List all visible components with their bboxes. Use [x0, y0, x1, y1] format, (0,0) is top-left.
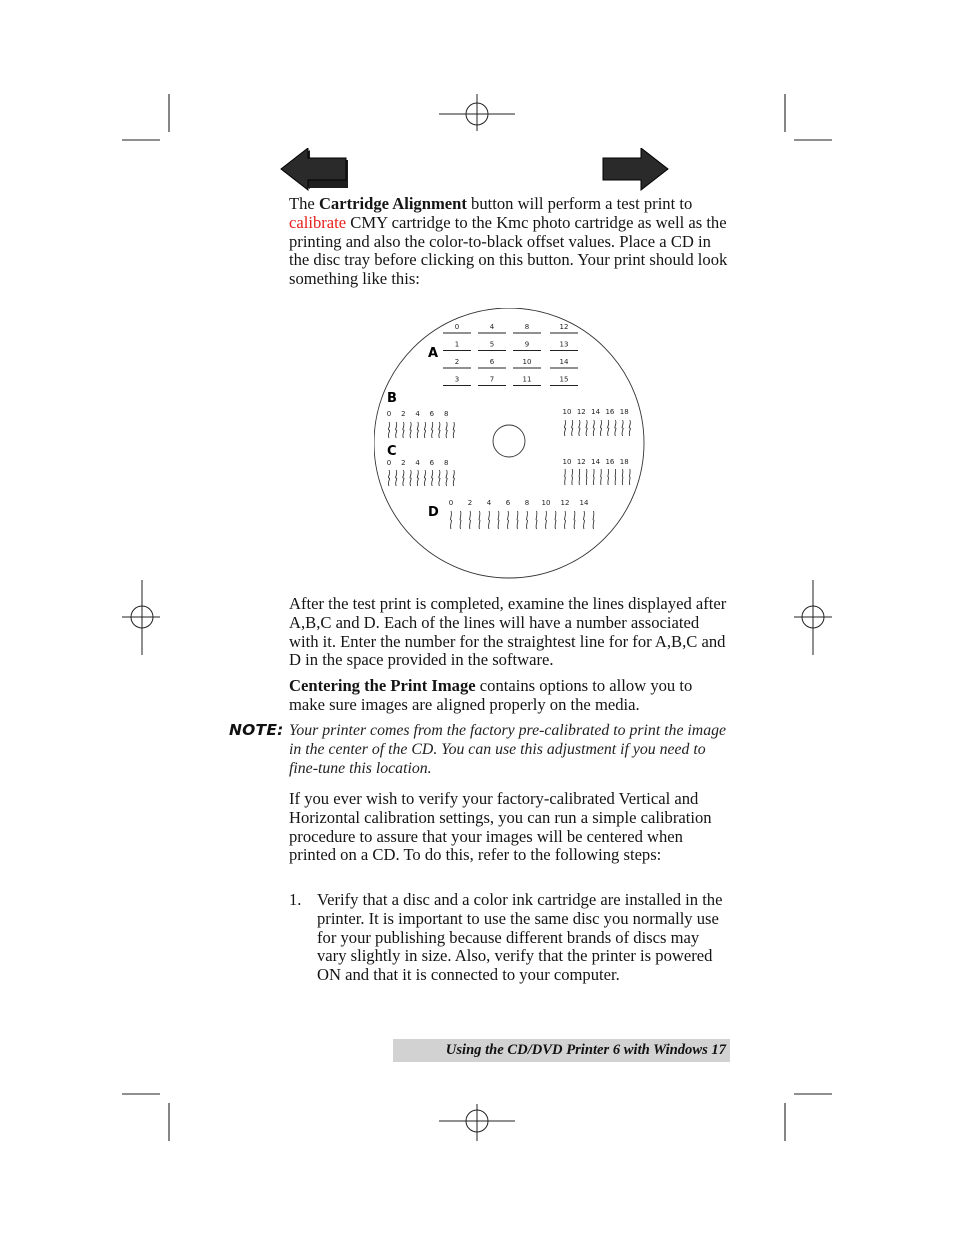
b-right-line [586, 420, 587, 436]
section-bc-pattern [387, 408, 631, 486]
section-label-d: D [428, 505, 439, 520]
b-right-line [615, 420, 616, 436]
c-right-tick: 14 [591, 458, 601, 466]
a-number: 6 [489, 358, 495, 366]
b-left-line [432, 422, 433, 438]
a-number: 13 [559, 340, 569, 349]
a-number: 9 [524, 340, 530, 349]
b-left-line [410, 422, 411, 438]
centering-paragraph [289, 677, 729, 715]
c-left-line [439, 470, 440, 486]
c-left-tick: 6 [429, 459, 435, 467]
a-number: 3 [454, 375, 460, 384]
c-right-line [579, 469, 580, 485]
a-number: 1 [454, 340, 460, 349]
d-tick: 4 [486, 499, 492, 507]
b-left-tick: 8 [443, 410, 449, 418]
b-right-line [608, 420, 609, 436]
intro-text-1: The [289, 194, 319, 213]
step-number: 1. [289, 890, 302, 909]
c-right-line [608, 469, 609, 485]
c-right-tick: 10 [562, 458, 572, 466]
back-arrow-button[interactable] [280, 148, 352, 192]
calibrate-link[interactable]: calibrate [289, 212, 347, 232]
d-line [451, 511, 452, 529]
after-test-paragraph: After the test print is completed, examine the lines displayed after A,B,C and D. Each of the lines will have a number associated with it. Enter the number for the straightest line for for A,B,C and D in the space provided in the software. [289, 594, 727, 670]
note-text: Your printer comes from the factory pre-calibrated to print the image in the center of the CD. You can use this adjustment if you need to fine-tune this location. [289, 722, 727, 778]
c-right-line [601, 469, 602, 485]
b-left-tick: 4 [415, 410, 420, 418]
c-left-tick: 8 [443, 459, 449, 467]
b-right-tick: 10 [562, 408, 572, 416]
d-line [574, 511, 575, 529]
d-tick: 14 [579, 499, 589, 507]
c-right-line [586, 469, 587, 485]
c-right-line [565, 469, 566, 485]
disc-outline [374, 308, 644, 578]
b-left-tick: 0 [386, 410, 392, 418]
list-item [289, 891, 727, 985]
a-number: 8 [524, 323, 530, 331]
c-right-line [615, 469, 616, 485]
note-label: NOTE: [229, 721, 284, 739]
c-left-line [396, 470, 397, 486]
d-tick: 2 [467, 499, 473, 507]
b-right-tick: 18 [619, 408, 629, 416]
d-line [479, 511, 480, 529]
d-tick: 8 [524, 499, 530, 507]
b-left-line [388, 422, 389, 438]
c-left-tick: 4 [415, 459, 420, 467]
d-line [517, 511, 518, 529]
intro-text-3: CMY cartridge to the Kmc photo cartridge as well as the printing and also the color-to-black offset values. Place a CD in the disc tray before clicking on this button. Your print should look something like this: [289, 212, 728, 289]
b-right-line [593, 420, 594, 436]
d-line [565, 511, 566, 529]
d-tick: 12 [560, 499, 570, 507]
a-number: 5 [489, 340, 495, 349]
a-number: 15 [559, 375, 569, 384]
b-left-line [446, 422, 447, 438]
b-right-tick: 12 [576, 408, 586, 416]
b-left-line [417, 422, 418, 438]
b-right-line [600, 420, 601, 436]
c-right-line [622, 469, 623, 485]
b-right-tick: 16 [605, 408, 615, 416]
c-left-line [417, 470, 418, 486]
b-right-line [629, 420, 630, 436]
d-line [489, 511, 490, 529]
d-line [460, 511, 461, 529]
c-left-line [410, 470, 411, 486]
intro-text-2: button will perform a test print to [466, 194, 693, 213]
b-left-line [453, 422, 454, 438]
centering-text: contains options to allow you to make sure images are aligned properly on the media. [289, 676, 693, 714]
c-right-tick: 16 [605, 458, 615, 466]
c-right-line [572, 469, 573, 485]
d-line [593, 511, 594, 529]
b-right-line [579, 420, 580, 436]
a-number: 12 [559, 323, 569, 331]
b-left-line [439, 422, 440, 438]
a-number: 2 [454, 358, 460, 366]
c-right-tick: 18 [619, 458, 629, 466]
section-label-a: A [428, 346, 439, 361]
d-tick: 0 [448, 499, 454, 507]
d-line [584, 511, 585, 529]
c-left-line [432, 470, 433, 486]
a-number: 11 [522, 375, 532, 384]
section-label-b: B [387, 391, 397, 406]
c-left-tick: 2 [401, 459, 406, 467]
c-right-line [630, 469, 631, 485]
a-number: 7 [489, 375, 495, 384]
c-left-line [403, 470, 404, 486]
c-left-tick: 0 [386, 459, 392, 467]
test-print-disc [374, 308, 654, 583]
c-left-line [388, 470, 389, 486]
disc-center-hole [493, 425, 525, 457]
b-left-line [396, 422, 397, 438]
centering-term: Centering the Print Image [289, 676, 476, 695]
c-left-line [424, 470, 425, 486]
cartridge-alignment-term: Cartridge Alignment [318, 194, 467, 213]
d-line [536, 511, 537, 529]
b-left-line [424, 422, 425, 438]
c-left-line [446, 470, 447, 486]
page-footer: Using the CD/DVD Printer 6 with Windows 17 [393, 1039, 730, 1062]
section-label-c: C [387, 444, 397, 459]
d-line [498, 511, 499, 529]
b-right-line [572, 420, 573, 436]
a-number: 4 [489, 323, 495, 331]
c-right-tick: 12 [576, 458, 586, 466]
verify-paragraph: If you ever wish to verify your factory-calibrated Vertical and Horizontal calibration settings, you can run a simple calibration procedure to assure that your images will be centered when printed on a CD. To do this, refer to the following steps: [289, 789, 712, 865]
a-number: 10 [522, 358, 532, 366]
c-right-line [594, 469, 595, 485]
section-d-pattern [449, 499, 594, 529]
forward-arrow-button[interactable] [598, 148, 670, 192]
section-a-pattern [443, 323, 578, 386]
d-tick: 6 [505, 499, 511, 507]
d-line [508, 511, 509, 529]
a-number: 0 [454, 323, 460, 331]
steps-list [289, 891, 727, 985]
intro-paragraph [289, 195, 731, 289]
b-left-line [403, 422, 404, 438]
d-line [555, 511, 556, 529]
d-line [546, 511, 547, 529]
d-tick: 10 [541, 499, 551, 507]
c-left-line [453, 470, 454, 486]
d-line [527, 511, 528, 529]
step-text: Verify that a disc and a color ink cartridge are installed in the printer. It is important to use the same disc you normally use for your publishing because different brands of discs may vary slightly in size. Also, verify that the printer is powered ON and that it is connected to your computer. [317, 890, 723, 985]
b-right-tick: 14 [591, 408, 601, 416]
d-line [470, 511, 471, 529]
b-left-tick: 2 [401, 410, 406, 418]
b-left-tick: 6 [429, 410, 435, 418]
a-number: 14 [559, 358, 569, 366]
b-right-line [622, 420, 623, 436]
b-right-line [564, 420, 565, 436]
